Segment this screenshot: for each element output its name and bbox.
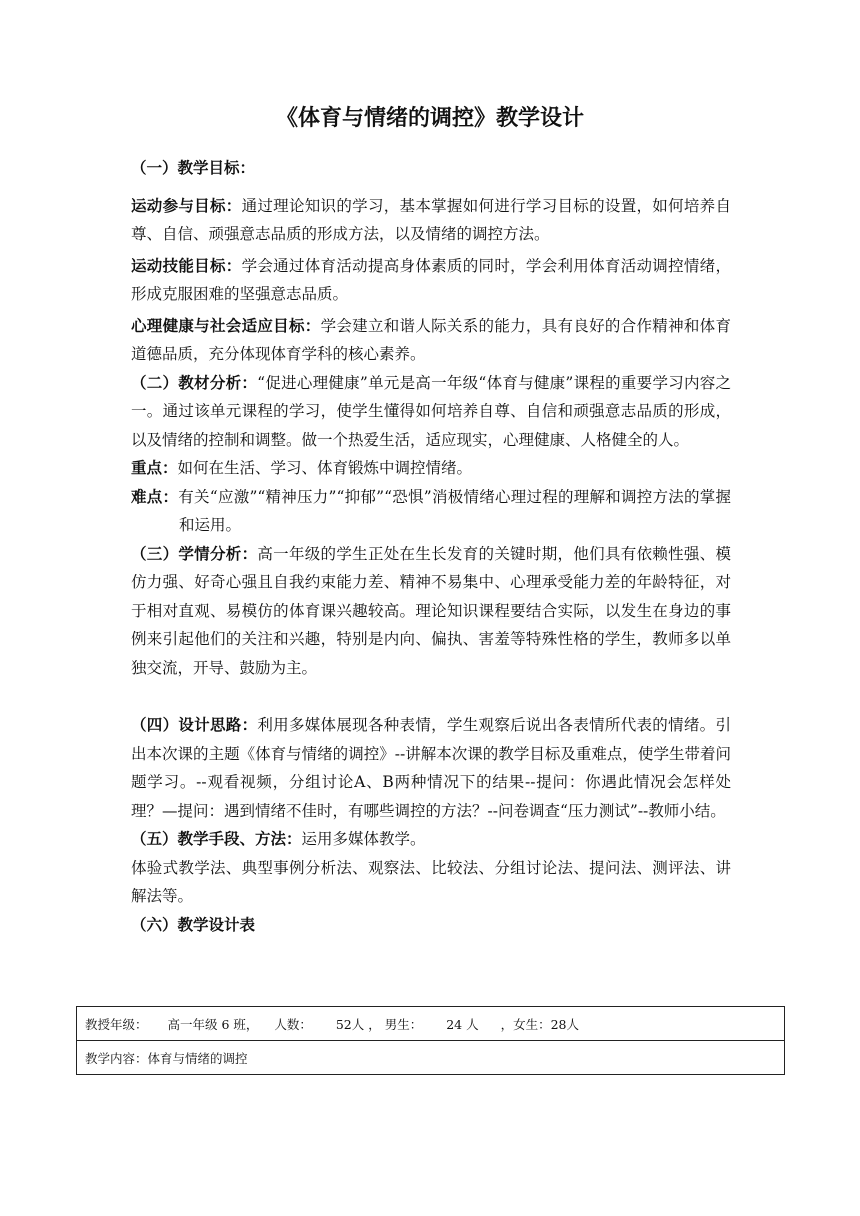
grade-label: 教授年级： — [85, 1016, 148, 1032]
document-body — [131, 154, 731, 939]
goal-skill-text: 学会通过体育活动提高身体素质的同时，学会利用体育活动调控情绪，形成克服困难的坚强意志品质。 — [131, 256, 731, 303]
grade-value: 高一年级 6 班， — [167, 1016, 259, 1032]
material-analysis-label: （二）教材分析： — [131, 373, 258, 392]
student-analysis-label: （三）学情分析： — [131, 544, 258, 563]
design-idea-label: （四）设计思路： — [131, 716, 258, 734]
goal-mental-text: 学会建立和谐人际关系的能力，具有良好的合作精神和体育道德品质，充分体现体育学科的核心素养。 — [131, 316, 731, 363]
class-info-cell — [77, 1007, 785, 1041]
teaching-methods-list: 体验式教学法、典型事例分析法、观察法、比较法、分组讨论法、提问法、测评法、讲解法等。 — [131, 858, 731, 905]
material-analysis-text: “促进心理健康”单元是高一年级“体育与健康”课程的重要学习内容之一。通过该单元课程的学习，使学生懂得如何培养自尊、自信和顽强意志品质的形成，以及情绪的控制和调整。做一个热爱生活，适应现实，心理健康、人格健全的人。 — [131, 373, 731, 449]
key-point-text: 如何在生活、学习、体育锻炼中调控情绪。 — [177, 459, 473, 477]
goal-skill-label: 运动技能目标： — [131, 256, 242, 275]
table-row — [77, 1007, 785, 1041]
teaching-methods — [131, 825, 731, 854]
key-point-label: 重点： — [131, 459, 178, 477]
difficulty-point-label: 难点： — [131, 487, 179, 506]
teaching-methods-text: 运用多媒体教学。 — [301, 830, 426, 848]
count-value: 52人 ， — [335, 1016, 381, 1032]
design-idea — [131, 711, 731, 825]
design-idea-text: 利用多媒体展现各种表情，学生观察后说出各表情所代表的情绪。引出本次课的主题《体育与情绪的调控》--讲解本次课的教学目标及重难点，使学生带着问题学习。--观看视频，分组讨论A、B两种情况下的结果--提问：你遇此情况会怎样处理？—提问：遇到情绪不佳时，有哪些调控的方法？--问卷调查“压力测试”--教师小结。 — [131, 716, 731, 820]
teaching-methods-label: （五）教学手段、方法： — [131, 830, 302, 848]
table-row — [77, 1041, 785, 1075]
content-value: 体育与情绪的调控 — [147, 1050, 248, 1066]
difficulty-point — [131, 483, 731, 540]
goal-participation — [131, 192, 731, 249]
male-label: 男生： — [384, 1016, 423, 1032]
male-value: 24 人 — [446, 1016, 479, 1032]
teaching-design-table — [76, 1006, 785, 1075]
goal-participation-label: 运动参与目标： — [131, 196, 242, 215]
goal-mental — [131, 312, 731, 369]
student-analysis — [131, 540, 731, 683]
goal-participation-text: 通过理论知识的学习，基本掌握如何进行学习目标的设置，如何培养自尊、自信、顽强意志品质的形成方法，以及情绪的调控方法。 — [131, 196, 731, 243]
student-analysis-text: 高一年级的学生正处在生长发育的关键时期，他们具有依赖性强、模仿力强、好奇心强且自我约束能力差、精神不易集中、心理承受能力差的年龄特征，对于相对直观、易模仿的体育课兴趣较高。理论知识课程要结合实际，以发生在身边的事例来引起他们的关注和兴趣，特别是内向、偏执、害羞等特殊性格的学生，教师多以单独交流，开导、鼓励为主。 — [131, 544, 731, 677]
female-count: ，女生：28人 — [500, 1016, 579, 1032]
count-label: 人数： — [274, 1016, 312, 1032]
document-title: 《体育与情绪的调控》教学设计 — [275, 106, 584, 131]
goal-skill — [131, 252, 731, 309]
content-cell — [77, 1041, 785, 1075]
key-point — [131, 454, 731, 483]
goal-mental-label: 心理健康与社会适应目标： — [131, 316, 321, 335]
goals-heading: （一）教学目标： — [131, 159, 256, 177]
content-label: 教学内容： — [85, 1050, 148, 1066]
design-table-heading: （六）教学设计表 — [131, 915, 256, 934]
material-analysis — [131, 369, 731, 455]
difficulty-point-text: 有关“应激”“精神压力”“抑郁”“恐惧”消极情绪心理过程的理解和调控方法的掌握和运用。 — [178, 487, 731, 534]
